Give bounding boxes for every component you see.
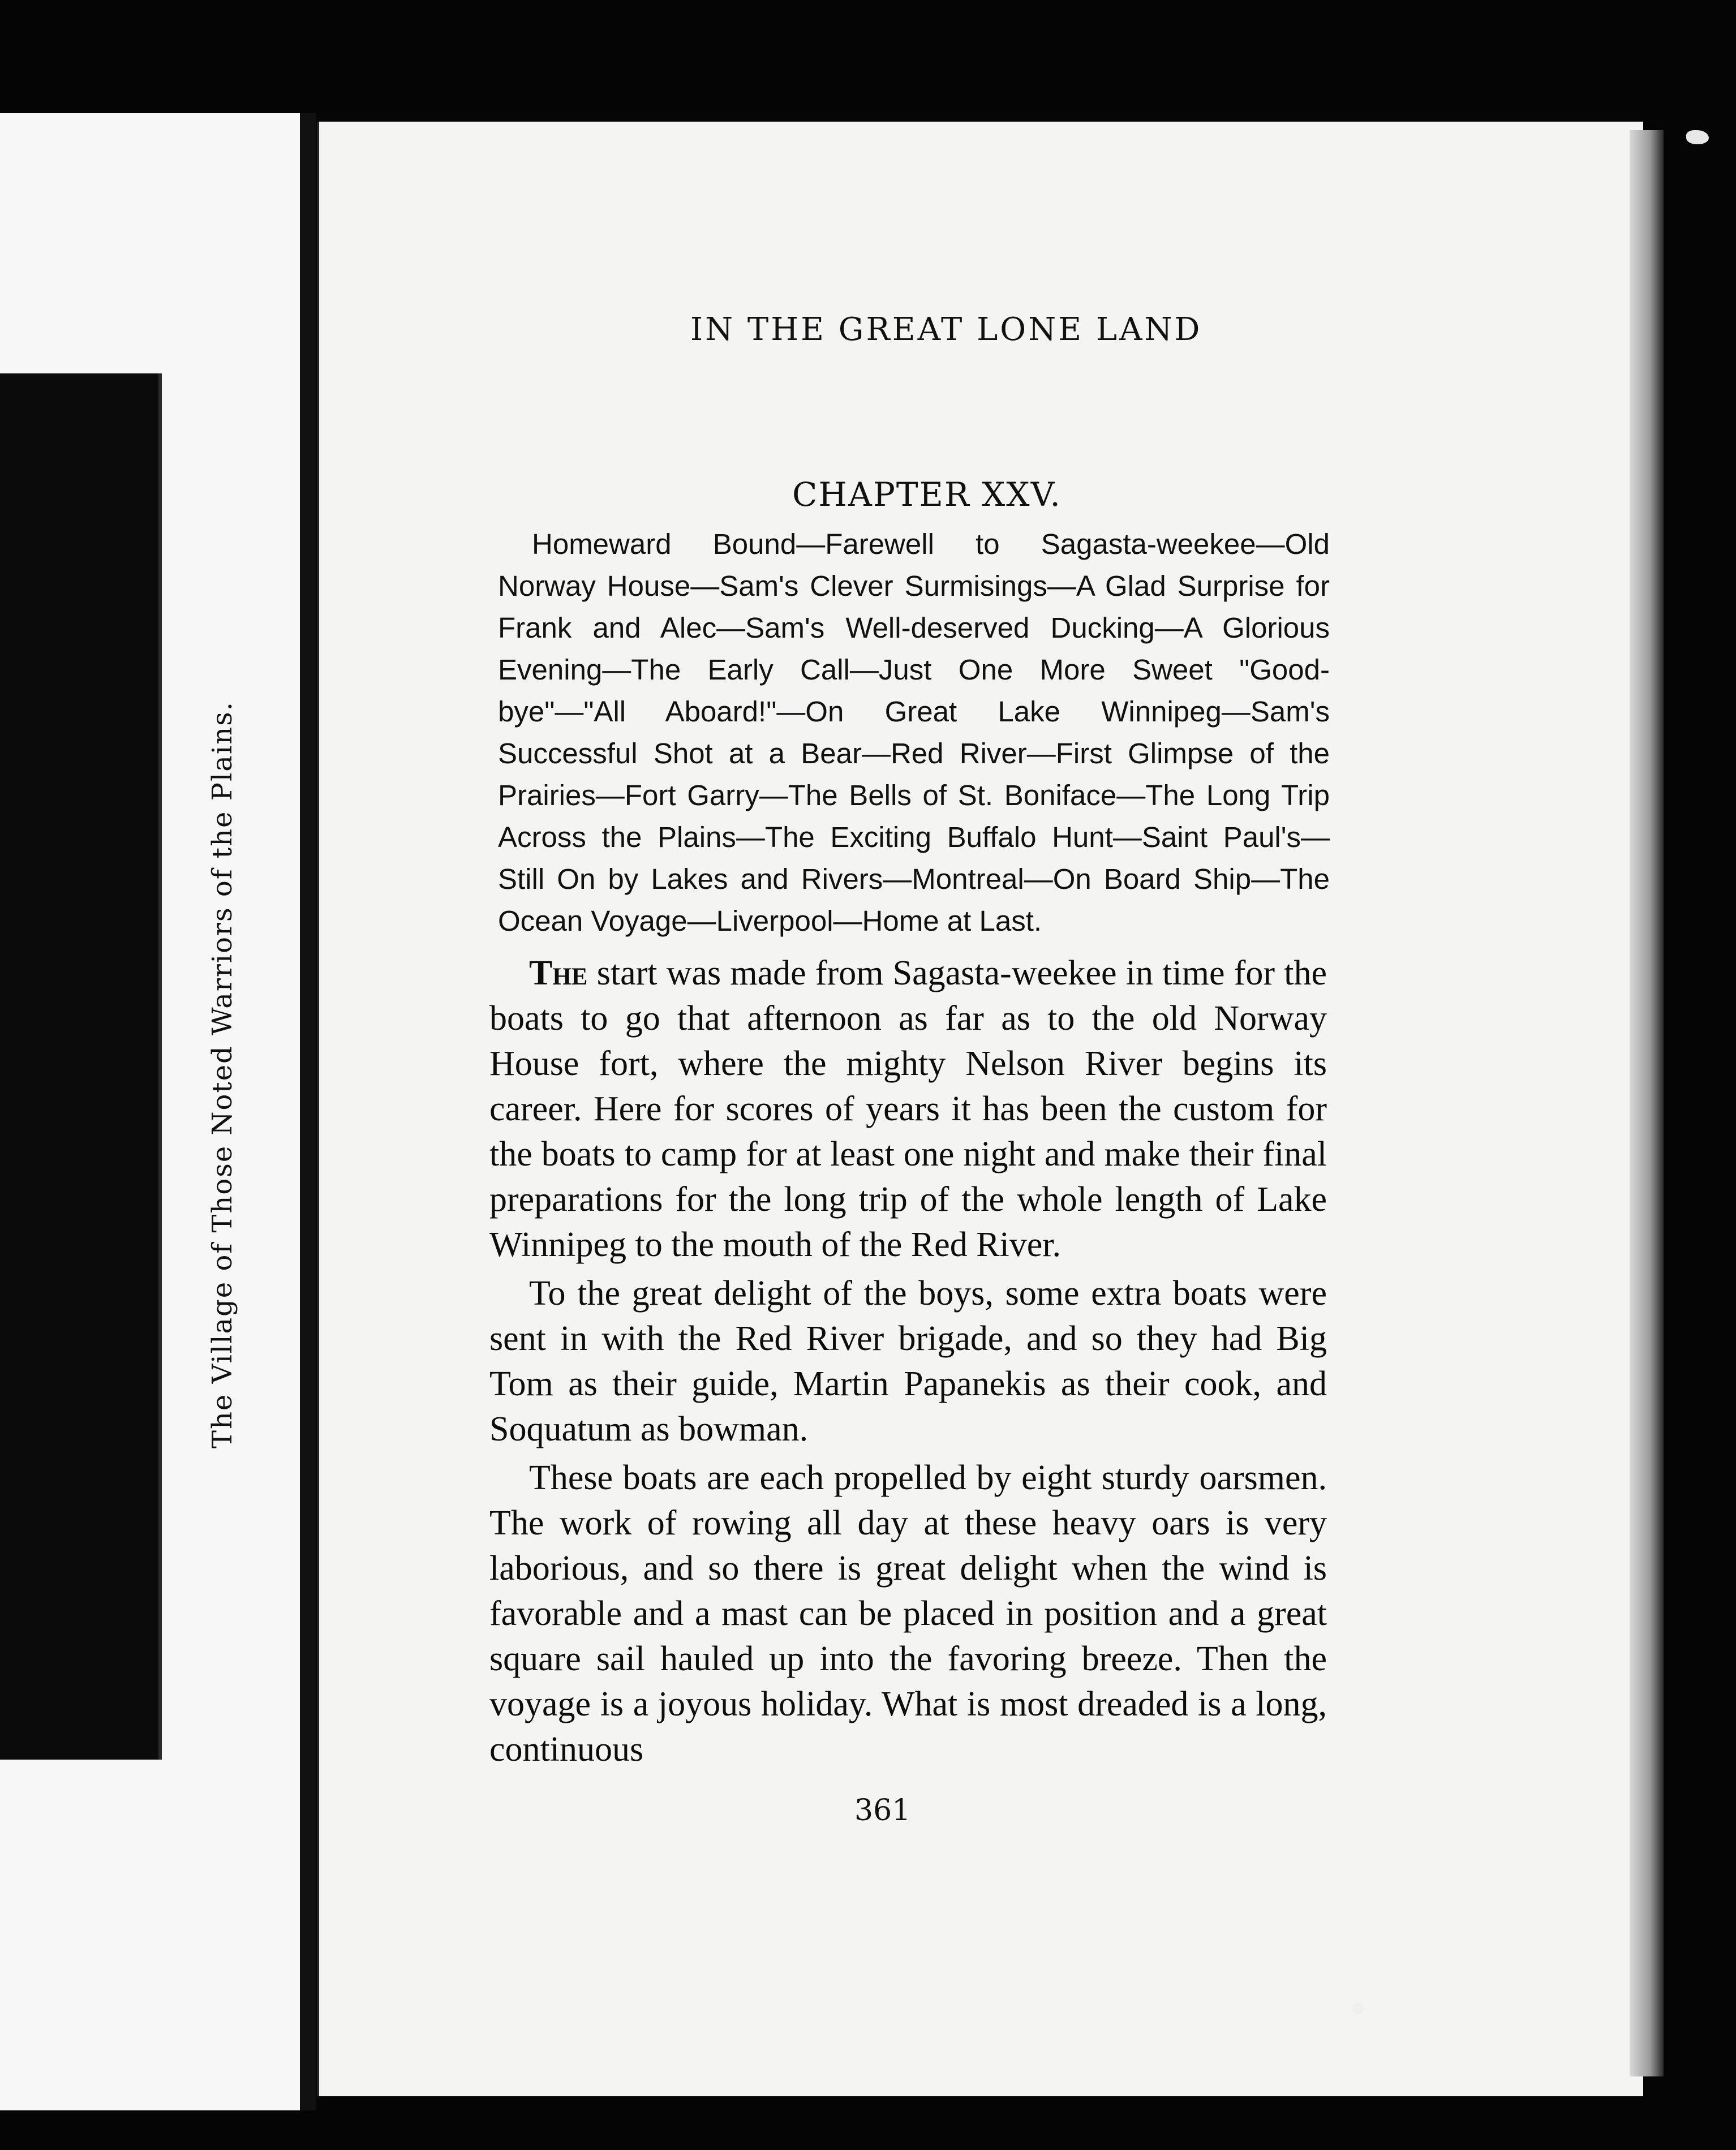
illustration-plate — [0, 373, 162, 1760]
paragraph-text: To the great delight of the boys, some extra boats were sent in with the Red River brigade, and so they had Big Tom as their guide, Martin Papanekis as their cook, and Soquatum as bowman. — [489, 1274, 1327, 1448]
chapter-title: CHAPTER XXV. — [792, 475, 1062, 514]
paragraph-1 — [489, 951, 1327, 1267]
lead-word: The — [529, 954, 588, 992]
facing-page — [0, 113, 300, 2110]
page-number: 361 — [854, 1794, 911, 1828]
paragraph-text: These boats are each propelled by eight sturdy oarsmen. The work of rowing all day at these heavy oars is very laborious, and so there is great delight when the wind is favorable and a mast can be placed in position and a great square sail hauled up into the favoring breeze. Then the voyage is a joyous holiday. What is most dreaded is a long, continuous — [489, 1459, 1327, 1769]
page-edges — [1630, 130, 1664, 2076]
paper-speck — [1686, 130, 1709, 144]
paper-mark — [1352, 2003, 1364, 2014]
chapter-summary: Homeward Bound—Farewell to Sagasta-weekee—Old Norway House—Sam's Clever Surmisings—A Glad Surprise for Frank and Alec—Sam's Well-deserved Ducking—A Glorious Evening—The Early Call—Just One More Sweet "Good-bye"—"All Aboard!"—On Great Lake Winnipeg—Sam's Successful Shot at a Bear—Red River—First Glimpse of the Prairies—Fort Garry—The Bells of St. Boniface—The Long Trip Across the Plains—The Exciting Buffalo Hunt—Saint Paul's—Still On by Lakes and Rivers—Montreal—On Board Ship—The Ocean Voyage—Liverpool—Home at Last. — [498, 528, 1330, 937]
paragraph-2 — [489, 1271, 1327, 1452]
body-text — [489, 951, 1327, 1775]
paragraph-text: start was made from Sagasta-weekee in time for the boats to go that afternoon as far as to the old Norway House fort, where the mighty Nelson River begins its career. Here for scores of years it has been the custom for the boats to camp for at least one night and make their final preparations for the long trip of the whole length of Lake Winnipeg to the mouth of the Red River. — [489, 954, 1327, 1264]
plate-caption: The Village of Those Noted Warriors of the Plains. — [207, 700, 238, 1448]
running-head: IN THE GREAT LONE LAND — [690, 311, 1202, 348]
paragraph-3 — [489, 1455, 1327, 1772]
book-gutter — [300, 113, 316, 2110]
